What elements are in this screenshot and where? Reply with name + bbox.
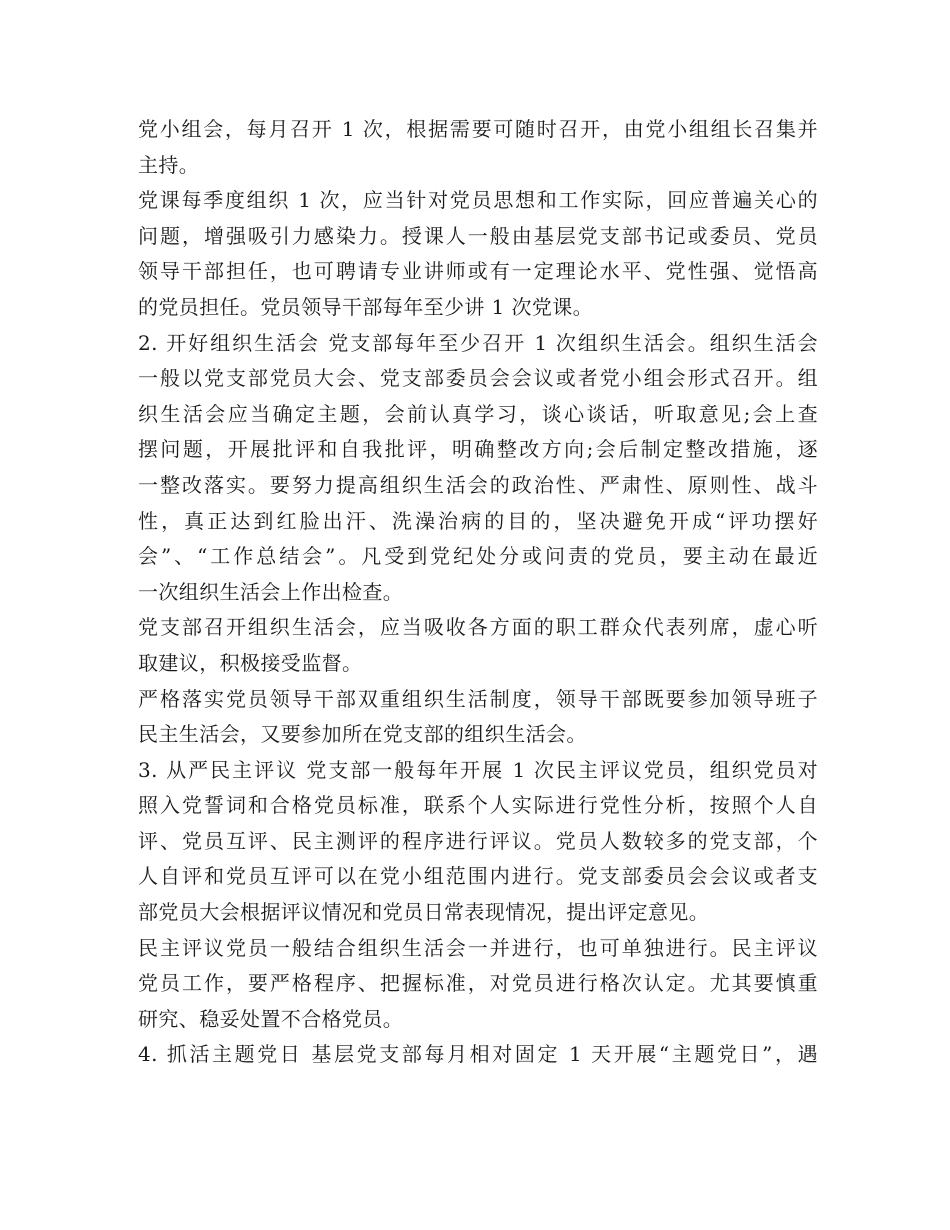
- text-line: 党支部召开组织生活会，应当吸收各方面的职工群众代表列席，虚心听: [138, 615, 818, 640]
- section-heading-line: 4. 抓活主题党日 基层党支部每月相对固定 1 天开展“主题党日”，遇: [138, 1042, 818, 1067]
- text-line: 照入党誓词和合格党员标准，联系个人实际进行党性分析，按照个人自: [138, 793, 818, 818]
- text-line: 党小组会，每月召开 1 次，根据需要可随时召开，由党小组组长召集并: [138, 117, 818, 141]
- text-line: 问题，增强吸引力感染力。授课人一般由基层党支部书记或委员、党员: [138, 223, 818, 248]
- text-line: 研究、稳妥处置不合格党员。: [138, 1006, 404, 1031]
- section-heading-line: 3. 从严民主评议 党支部一般每年开展 1 次民主评议党员，组织党员对: [138, 757, 818, 782]
- section-heading-line: 2. 开好组织生活会 党支部每年至少召开 1 次组织生活会。组织生活会: [138, 330, 818, 355]
- text-line: 一次组织生活会上作出检查。: [138, 579, 404, 604]
- text-line: 严格落实党员领导干部双重组织生活制度，领导干部既要参加领导班子: [138, 686, 818, 711]
- text-line: 领导干部担任，也可聘请专业讲师或有一定理论水平、党性强、觉悟高: [138, 259, 818, 284]
- text-line: 部党员大会根据评议情况和党员日常表现情况，提出评定意见。: [138, 900, 710, 925]
- text-line: 党员工作，要严格程序、把握标准，对党员进行格次认定。尤其要慎重: [138, 971, 818, 996]
- text-line: 摆问题，开展批评和自我批评，明确整改方向;会后制定整改措施，逐: [138, 437, 818, 462]
- text-line: 一整改落实。要努力提高组织生活会的政治性、严肃性、原则性、战斗: [138, 472, 818, 497]
- text-line: 会”、“工作总结会”。凡受到党纪处分或问责的党员，要主动在最近: [138, 544, 818, 569]
- text-line: 民主生活会，又要参加所在党支部的组织生活会。: [138, 722, 587, 747]
- document-body: [138, 112, 818, 1073]
- text-line: 人自评和党员互评可以在党小组范围内进行。党支部委员会会议或者支: [138, 864, 818, 889]
- text-line: 评、党员互评、民主测评的程序进行评议。党员人数较多的党支部，个: [138, 828, 818, 853]
- text-line: 一般以党支部党员大会、党支部委员会会议或者党小组会形式召开。组: [138, 366, 818, 391]
- text-line: 民主评议党员一般结合组织生活会一并进行，也可单独进行。民主评议: [138, 935, 818, 960]
- text-line: 的党员担任。党员领导干部每年至少讲 1 次党课。: [138, 294, 594, 319]
- text-line: 织生活会应当确定主题，会前认真学习，谈心谈话，听取意见;会上查: [138, 401, 818, 426]
- text-line: 性，真正达到红脸出汗、洗澡治病的目的，坚决避免开成“评功摆好: [138, 508, 818, 533]
- text-line: 主持。: [138, 152, 200, 177]
- text-line: 党课每季度组织 1 次，应当针对党员思想和工作实际，回应普遍关心的: [138, 188, 818, 213]
- text-line: 取建议，积极接受监督。: [138, 650, 363, 675]
